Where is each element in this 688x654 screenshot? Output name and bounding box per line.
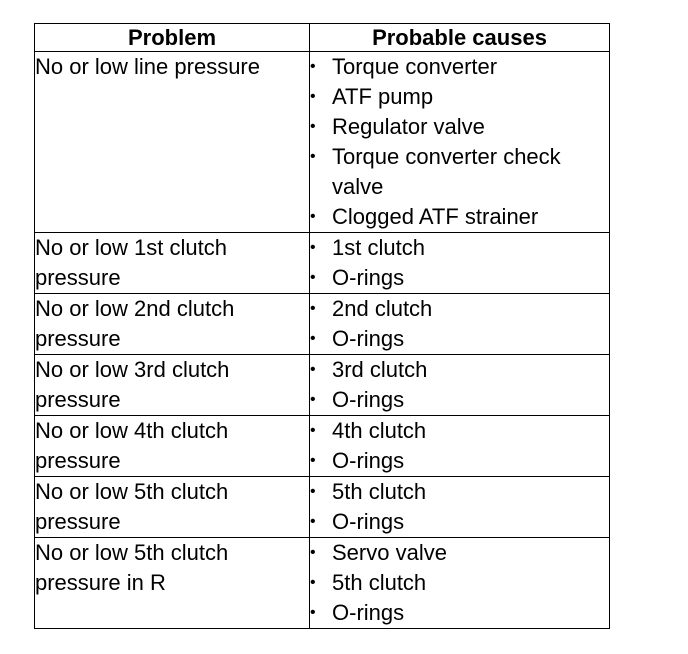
cause-item: [310, 507, 609, 537]
cause-label: 2nd clutch: [332, 296, 433, 321]
bullet-icon: •: [310, 391, 316, 408]
cause-label: O-rings: [332, 448, 405, 473]
causes-cell: [310, 233, 610, 294]
bullet-icon: •: [310, 269, 316, 286]
cause-item: [310, 446, 609, 476]
bullet-icon: •: [310, 300, 316, 317]
bullet-icon: •: [310, 483, 316, 500]
cause-label: Clogged ATF strainer: [332, 204, 539, 229]
cause-item: [310, 355, 609, 385]
table-row: [35, 233, 610, 294]
table-row: [35, 294, 610, 355]
problem-cell: No or low line pressure: [35, 52, 310, 233]
bullet-icon: •: [310, 452, 316, 469]
cause-list: [310, 538, 609, 628]
table-body: [35, 52, 610, 629]
problem-cell: No or low 2nd clutch pressure: [35, 294, 310, 355]
table-row: [35, 538, 610, 629]
troubleshooting-table: [34, 23, 610, 629]
causes-cell: [310, 355, 610, 416]
cause-label: 3rd clutch: [332, 357, 428, 382]
problem-cell: No or low 5th clutch pressure in R: [35, 538, 310, 629]
table-row: [35, 52, 610, 233]
cause-item: [310, 294, 609, 324]
cause-list: [310, 233, 609, 293]
causes-cell: [310, 294, 610, 355]
cause-label: 1st clutch: [332, 235, 425, 260]
bullet-icon: •: [310, 513, 316, 530]
bullet-icon: •: [310, 544, 316, 561]
table-row: [35, 416, 610, 477]
cause-item: [310, 263, 609, 293]
table-row: [35, 477, 610, 538]
cause-list: [310, 416, 609, 476]
causes-cell: [310, 416, 610, 477]
bullet-icon: •: [310, 148, 316, 165]
cause-item: [310, 598, 609, 628]
problem-cell: No or low 5th clutch pressure: [35, 477, 310, 538]
cause-list: [310, 294, 609, 354]
cause-list: [310, 52, 609, 232]
problem-cell: No or low 3rd clutch pressure: [35, 355, 310, 416]
column-header-probable-causes: Probable causes: [310, 24, 610, 52]
cause-item: [310, 142, 609, 202]
cause-label: Regulator valve: [332, 114, 485, 139]
causes-cell: [310, 538, 610, 629]
cause-item: [310, 82, 609, 112]
problem-cell: No or low 4th clutch pressure: [35, 416, 310, 477]
cause-list: [310, 477, 609, 537]
cause-item: [310, 52, 609, 82]
cause-list: [310, 355, 609, 415]
cause-label: O-rings: [332, 265, 405, 290]
bullet-icon: •: [310, 604, 316, 621]
cause-item: [310, 477, 609, 507]
bullet-icon: •: [310, 88, 316, 105]
cause-label: Torque converter check valve: [332, 144, 561, 199]
cause-label: Servo valve: [332, 540, 447, 565]
cause-label: 5th clutch: [332, 479, 427, 504]
cause-item: [310, 385, 609, 415]
bullet-icon: •: [310, 58, 316, 75]
cause-item: [310, 538, 609, 568]
table-header-row: [35, 24, 610, 52]
cause-label: O-rings: [332, 326, 405, 351]
bullet-icon: •: [310, 118, 316, 135]
cause-item: [310, 324, 609, 354]
cause-item: [310, 233, 609, 263]
bullet-icon: •: [310, 574, 316, 591]
causes-cell: [310, 52, 610, 233]
cause-label: 5th clutch: [332, 570, 427, 595]
cause-label: O-rings: [332, 387, 405, 412]
cause-label: O-rings: [332, 509, 405, 534]
column-header-problem: Problem: [35, 24, 310, 52]
cause-label: 4th clutch: [332, 418, 427, 443]
bullet-icon: •: [310, 361, 316, 378]
cause-label: Torque converter: [332, 54, 498, 79]
bullet-icon: •: [310, 422, 316, 439]
cause-item: [310, 112, 609, 142]
cause-item: [310, 416, 609, 446]
cause-item: [310, 568, 609, 598]
cause-item: [310, 202, 609, 232]
problem-cell: No or low 1st clutch pressure: [35, 233, 310, 294]
causes-cell: [310, 477, 610, 538]
bullet-icon: •: [310, 239, 316, 256]
bullet-icon: •: [310, 330, 316, 347]
cause-label: ATF pump: [332, 84, 434, 109]
cause-label: O-rings: [332, 600, 405, 625]
table-row: [35, 355, 610, 416]
bullet-icon: •: [310, 208, 316, 225]
